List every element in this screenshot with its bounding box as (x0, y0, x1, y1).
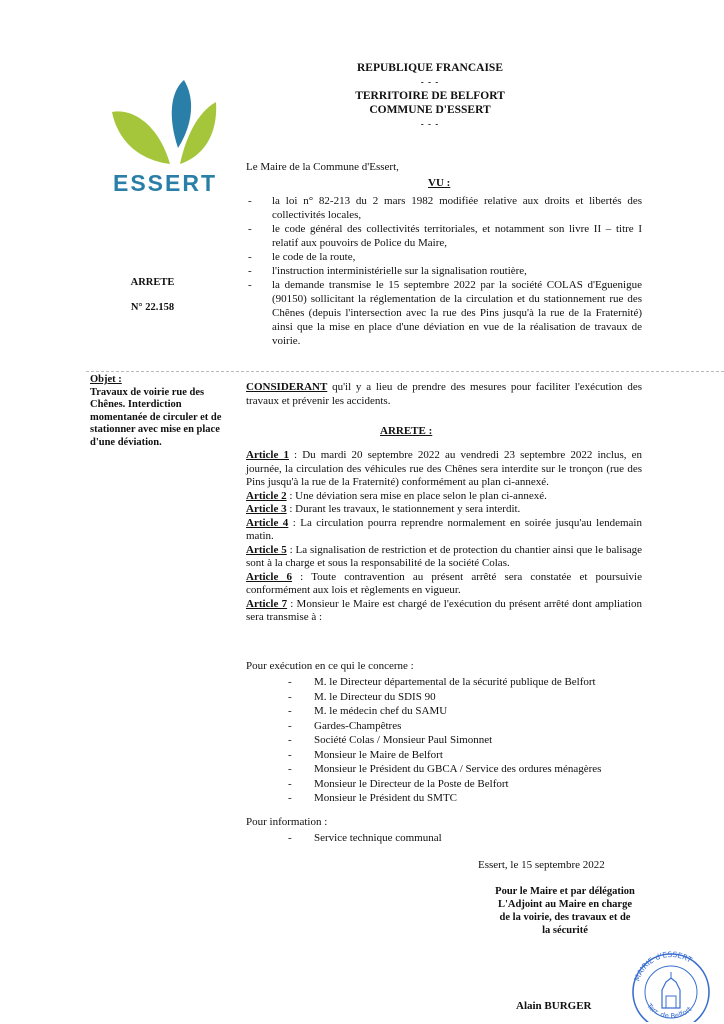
article-label: Article 1 (246, 449, 289, 461)
objet-label: Objet : (90, 374, 122, 385)
article-3 (246, 503, 642, 517)
considerant-label: CONSIDERANT (246, 381, 328, 393)
list-item: - M. le Directeur du SDIS 90 (286, 690, 601, 705)
article-2 (246, 490, 642, 504)
article-text: : Durant les travaux, le stationnement y sera interdit. (286, 503, 521, 515)
article-text: : Une déviation sera mise en place selon le plan ci-annexé. (286, 489, 547, 502)
article-text: : La circulation pourra reprendre normalement en soirée jusqu'au lendemain matin. (246, 516, 642, 542)
article-label: Article 4 (246, 516, 289, 529)
logo-text: ESSERT (112, 170, 218, 196)
svg-text:MAIRIE d'ESSERT: MAIRIE d'ESSERT (632, 950, 694, 983)
objet-text: Travaux de voirie rue des Chênes. Interdiction momentanée de circuler et de stationner avec mise en place d'une déviation. (90, 386, 222, 448)
header-separator: - - - (420, 119, 440, 129)
article-4 (246, 517, 642, 544)
signatory-name: Alain BURGER (516, 1000, 592, 1012)
vu-list (246, 194, 642, 348)
info-label: Pour information : (246, 816, 328, 828)
date-line: Essert, le 15 septembre 2022 (478, 859, 605, 871)
signature-line: L'Adjoint au Maire en charge (498, 899, 632, 910)
arrete-title: ARRETE : (380, 425, 433, 437)
vu-item: - la demande transmise le 15 septembre 2022 par la société COLAS d'Eguenigue (90150) sollicitant la réglementation de la circulation et du stationnement rue des Chênes (depuis l'intersection avec la rue des Pins jusqu'à la rue de la Fraternité) ainsi que la mise en place d'une déviation en vue de la réalisation de travaux de voirie. (246, 278, 642, 348)
article-5 (246, 544, 642, 571)
objet-block (90, 374, 232, 449)
list-item: - Gardes-Champêtres (286, 719, 601, 734)
section-divider (86, 371, 724, 372)
list-item: - Monsieur le Président du SMTC (286, 791, 601, 806)
article-label: Article 6 (246, 570, 293, 583)
article-text: : Monsieur le Maire est chargé de l'exécution du présent arrêté dont ampliation sera transmise à : (246, 597, 643, 623)
intro-line: Le Maire de la Commune d'Essert, (246, 161, 399, 173)
vu-heading: VU : (428, 177, 451, 189)
article-text: : La signalisation de restriction et de protection du chantier ainsi que le balisage sont à la charge et sous la responsabilité de la société Colas. (246, 543, 642, 569)
mairie-stamp-icon (626, 950, 716, 1022)
articles (246, 449, 642, 625)
vu-item: - le code de la route, (246, 250, 642, 264)
article-6 (246, 571, 642, 598)
considerant-paragraph (246, 381, 642, 408)
vu-item: - la loi n° 82-213 du 2 mars 1982 modifiée relative aux droits et libertés des collectivités locales, (246, 194, 642, 222)
list-item: - Monsieur le Directeur de la Poste de Belfort (286, 777, 601, 792)
article-label: Article 7 (246, 597, 288, 610)
list-item: - Service technique communal (286, 831, 442, 846)
header-commune: COMMUNE D'ESSERT (369, 104, 491, 116)
vu-item: - le code général des collectivités territoriales, et notamment son livre II – titre I relatif aux pouvoirs de Police du Maire, (246, 222, 642, 250)
list-item: - Société Colas / Monsieur Paul Simonnet (286, 733, 601, 748)
list-item: - Monsieur le Président du GBCA / Service des ordures ménagères (286, 762, 601, 777)
signature-line: la sécurité (542, 925, 588, 936)
signature-line: de la voirie, des travaux et de (499, 912, 631, 923)
article-text: : Du mardi 20 septembre 2022 au vendredi 23 septembre 2022 inclus, en journée, la circulation des véhicules rue des Chênes sera interdite sur le tronçon (rue des Pins jusqu'à la rue de la Fraternité) conformément au plan ci-annexé. (246, 449, 642, 488)
list-item: - M. le médecin chef du SAMU (286, 704, 601, 719)
execution-label: Pour exécution en ce qui le concerne : (246, 660, 414, 672)
article-label: Article 5 (246, 543, 287, 556)
vu-item: - l'instruction interministérielle sur la signalisation routière, (246, 264, 642, 278)
article-label: Article 2 (246, 489, 287, 502)
info-list (286, 831, 442, 846)
list-item: - Monsieur le Maire de Belfort (286, 748, 601, 763)
document-header (300, 61, 560, 131)
header-separator: - - - (420, 77, 440, 87)
arrete-label: ARRETE (130, 277, 175, 288)
arrete-number: N° 22.158 (130, 302, 175, 313)
execution-list (286, 675, 601, 806)
article-1 (246, 449, 642, 490)
signature-block (470, 885, 660, 937)
considerant-text: qu'il y a lieu de prendre des mesures pour faciliter l'exécution des travaux et prévenir les accidents. (246, 381, 642, 407)
signature-line: Pour le Maire et par délégation (495, 886, 635, 897)
essert-logo-icon (100, 78, 230, 170)
article-label: Article 3 (246, 503, 287, 515)
header-territoire: TERRITOIRE DE BELFORT (355, 90, 505, 102)
article-7 (246, 598, 642, 625)
list-item: - M. le Directeur départemental de la sécurité publique de Belfort (286, 675, 601, 690)
svg-text:Terr. de Belfort: Terr. de Belfort (645, 1002, 694, 1021)
header-republique: REPUBLIQUE FRANCAISE (356, 62, 503, 74)
article-text: : Toute contravention au présent arrêté sera constatée et poursuivie conformément aux lois et règlements en vigueur. (246, 570, 642, 596)
